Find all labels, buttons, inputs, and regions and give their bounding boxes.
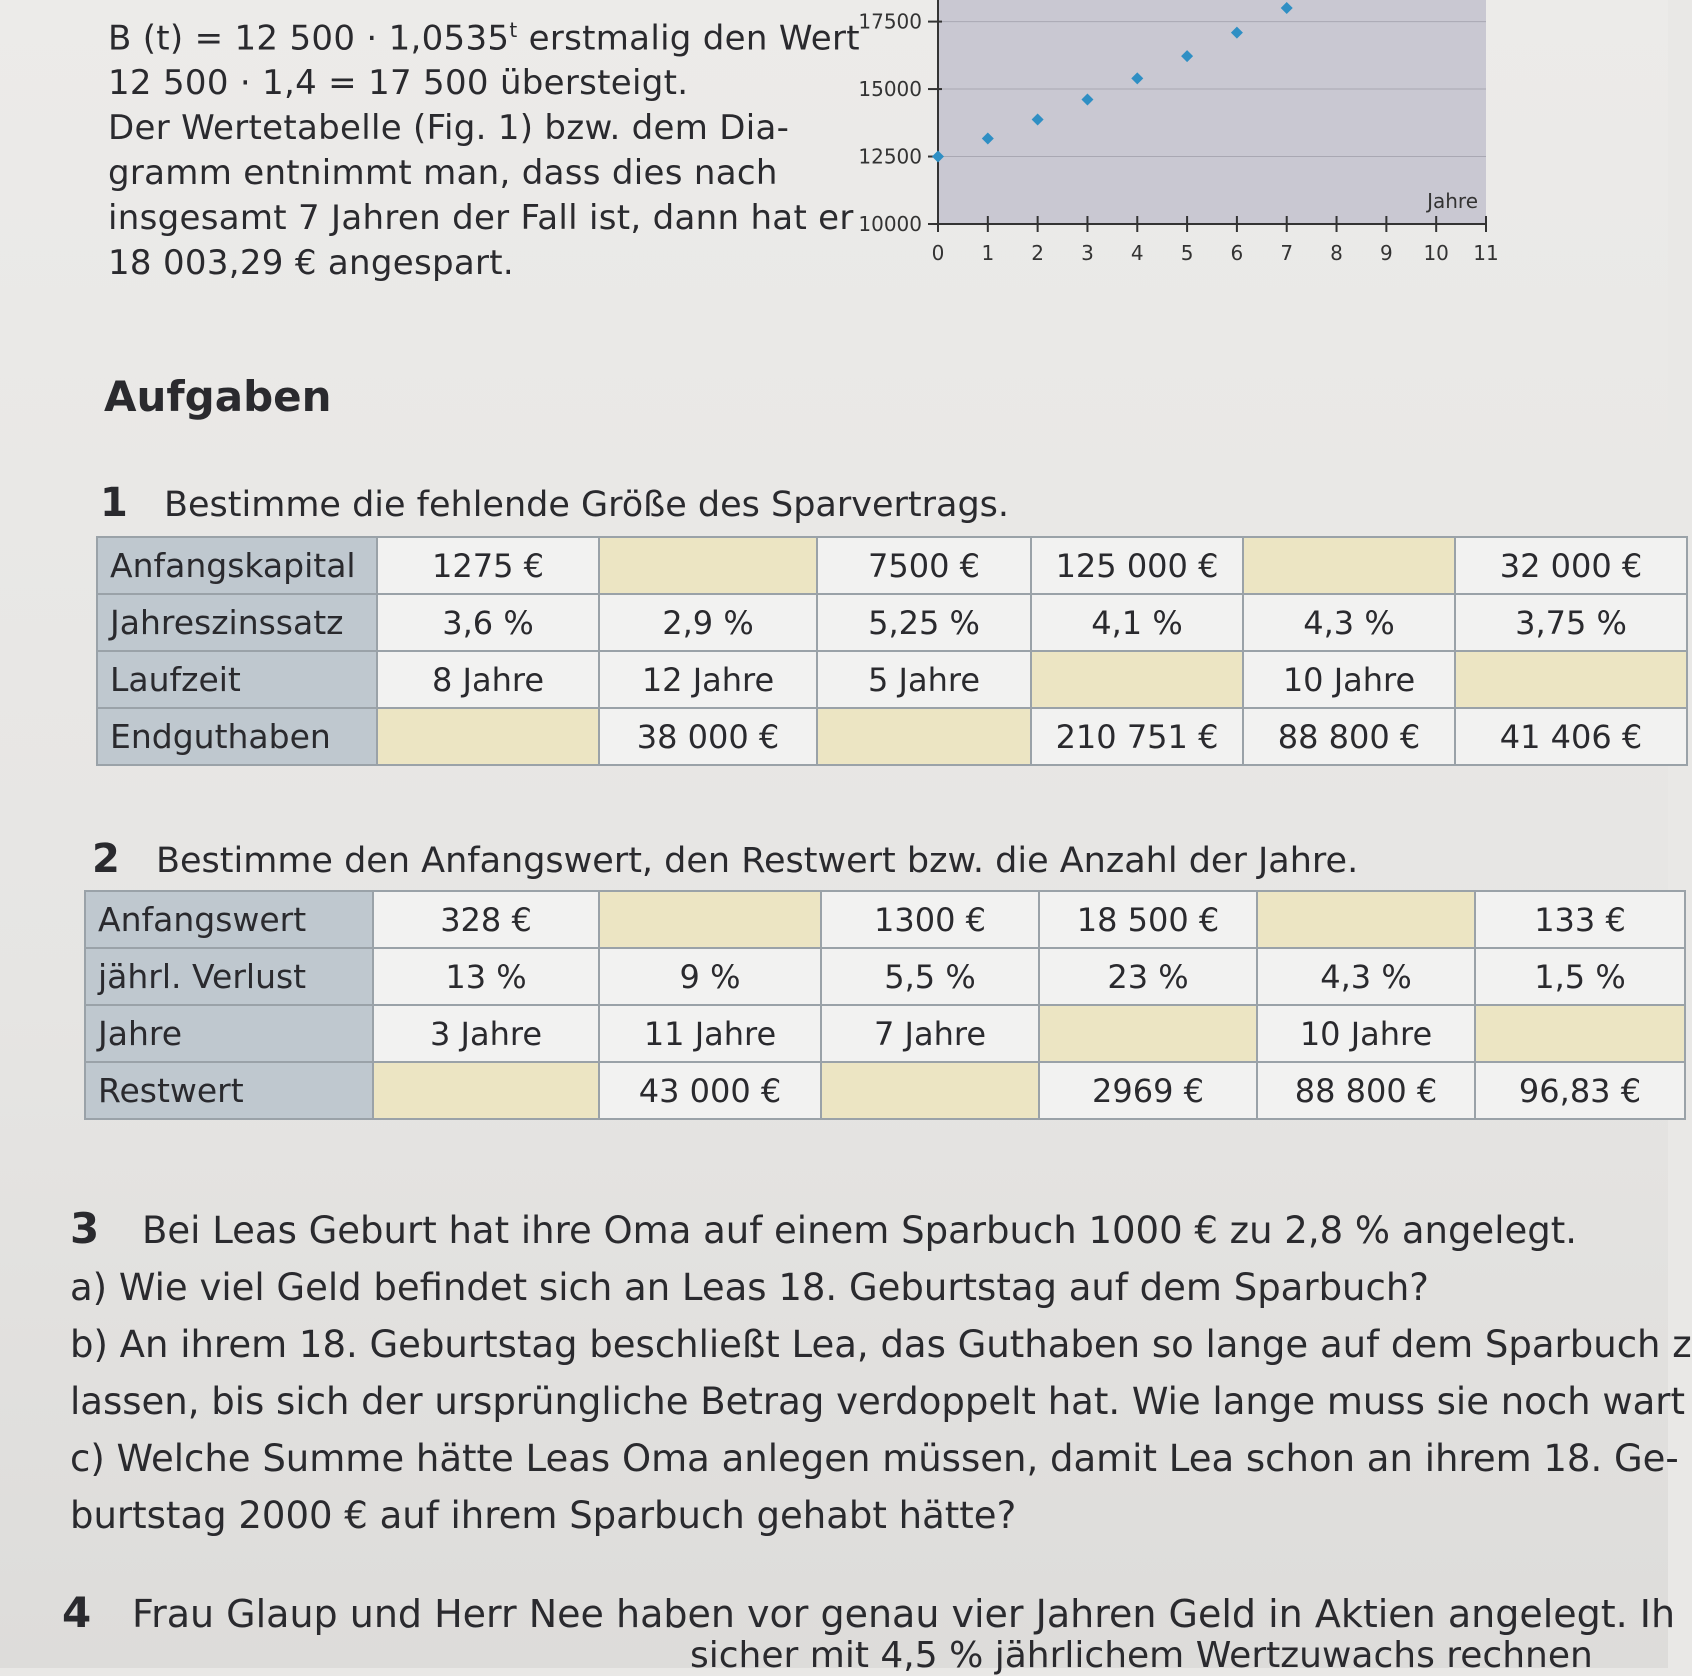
row-header: Endguthaben xyxy=(97,708,377,765)
table-cell: 133 € xyxy=(1475,891,1685,948)
table-cell: 5,25 % xyxy=(817,594,1031,651)
table-cell: 3 Jahre xyxy=(373,1005,599,1062)
x-tick-label: 0 xyxy=(931,241,945,265)
table-row xyxy=(85,1062,1685,1119)
x-tick-label: 3 xyxy=(1081,241,1094,265)
task-2-heading xyxy=(92,836,1358,882)
blank-cell xyxy=(1257,891,1475,948)
table-cell: 210 751 € xyxy=(1031,708,1243,765)
x-tick-label: 5 xyxy=(1180,241,1194,265)
table-cell: 38 000 € xyxy=(599,708,817,765)
formula: B (t) = 12 500 · 1,0535 xyxy=(108,18,510,59)
task-text-cut: sicher mit 4,5 % jährlichem Wertzuwachs rechnen xyxy=(690,1635,1593,1676)
task-3-intro xyxy=(70,1200,1668,1259)
table-row xyxy=(97,594,1687,651)
depreciation-table xyxy=(84,890,1686,1120)
task-text: Bei Leas Geburt hat ihre Oma auf einem Sparbuch 1000 € zu 2,8 % angelegt. xyxy=(142,1209,1577,1252)
intro-line-6: 18 003,29 € angespart. xyxy=(108,243,515,284)
intro-line-1 xyxy=(108,8,868,61)
table-cell: 7500 € xyxy=(817,537,1031,594)
table-cell: 2969 € xyxy=(1039,1062,1257,1119)
table-row xyxy=(85,1005,1685,1062)
task-3-b-line-1: b) An ihrem 18. Geburtstag beschließt Lea, das Guthaben so lange auf dem Sparbuch z xyxy=(70,1323,1692,1366)
table-cell: 13 % xyxy=(373,948,599,1005)
table-cell: 18 500 € xyxy=(1039,891,1257,948)
table-cell: 23 % xyxy=(1039,948,1257,1005)
table-cell: 5,5 % xyxy=(821,948,1039,1005)
table-cell: 1,5 % xyxy=(1475,948,1685,1005)
savings-table xyxy=(96,536,1688,766)
table-cell: 88 800 € xyxy=(1257,1062,1475,1119)
row-header: Laufzeit xyxy=(97,651,377,708)
row-header: jährl. Verlust xyxy=(85,948,373,1005)
table-cell: 125 000 € xyxy=(1031,537,1243,594)
blank-cell xyxy=(599,537,817,594)
task-3-c-line-2: burtstag 2000 € auf ihrem Sparbuch gehabt hätte? xyxy=(70,1494,1017,1537)
table-cell: 11 Jahre xyxy=(599,1005,821,1062)
row-header: Restwert xyxy=(85,1062,373,1119)
task-1-heading xyxy=(100,480,1009,526)
blank-cell xyxy=(377,708,599,765)
table-cell: 3,75 % xyxy=(1455,594,1687,651)
table-cell: 41 406 € xyxy=(1455,708,1687,765)
table-cell: 9 % xyxy=(599,948,821,1005)
table-cell: 8 Jahre xyxy=(377,651,599,708)
table-cell: 1275 € xyxy=(377,537,599,594)
task-number: 3 xyxy=(70,1204,100,1253)
intro-text-fragment: erstmalig den Wert xyxy=(517,18,860,59)
intro-text xyxy=(108,8,868,286)
task-number: 4 xyxy=(62,1588,92,1637)
x-tick-label: 11 xyxy=(1473,241,1499,265)
y-tick-label: 15000 xyxy=(858,77,922,102)
blank-cell xyxy=(1455,651,1687,708)
task-4-cut-line xyxy=(690,1635,1668,1676)
plot-area xyxy=(938,0,1486,224)
task-3 xyxy=(70,1200,1692,1544)
blank-cell xyxy=(1039,1005,1257,1062)
table-cell: 4,3 % xyxy=(1257,948,1475,1005)
table-cell: 10 Jahre xyxy=(1257,1005,1475,1062)
x-tick-label: 1 xyxy=(981,241,995,265)
table-row xyxy=(97,708,1687,765)
blank-cell xyxy=(1031,651,1243,708)
table-cell: 7 Jahre xyxy=(821,1005,1039,1062)
intro-line-2: 12 500 · 1,4 = 17 500 übersteigt. xyxy=(108,63,689,104)
formula-exponent: t xyxy=(509,18,518,42)
x-tick-label: 6 xyxy=(1230,241,1244,265)
chart-svg xyxy=(858,0,1668,290)
row-header: Anfangskapital xyxy=(97,537,377,594)
row-header: Anfangswert xyxy=(85,891,373,948)
table-cell: 3,6 % xyxy=(377,594,599,651)
blank-cell xyxy=(373,1062,599,1119)
task-text: Bestimme die fehlende Größe des Sparvertrags. xyxy=(164,485,1010,525)
task-4 xyxy=(62,1588,1676,1637)
table-cell: 43 000 € xyxy=(599,1062,821,1119)
task-3-c-line-1: c) Welche Summe hätte Leas Oma anlegen müssen, damit Lea schon an ihrem 18. Ge- xyxy=(70,1437,1679,1480)
table-cell: 5 Jahre xyxy=(817,651,1031,708)
y-tick-label: 12500 xyxy=(858,144,922,169)
table-cell: 328 € xyxy=(373,891,599,948)
table-cell: 12 Jahre xyxy=(599,651,817,708)
y-tick-label: 10000 xyxy=(858,212,922,236)
table-cell: 1300 € xyxy=(821,891,1039,948)
task-3-b-line-2: lassen, bis sich der ursprüngliche Betrag verdoppelt hat. Wie lange muss sie noch wart xyxy=(70,1380,1686,1423)
blank-cell xyxy=(1475,1005,1685,1062)
task-number: 1 xyxy=(100,480,128,526)
x-tick-label: 2 xyxy=(1031,241,1045,265)
blank-cell xyxy=(1243,537,1455,594)
growth-chart xyxy=(858,0,1668,290)
table-cell: 88 800 € xyxy=(1243,708,1455,765)
table-row xyxy=(85,891,1685,948)
table-row xyxy=(85,948,1685,1005)
table-cell: 96,83 € xyxy=(1475,1062,1685,1119)
blank-cell xyxy=(599,891,821,948)
row-header: Jahre xyxy=(85,1005,373,1062)
intro-line-4: gramm entnimmt man, dass dies nach xyxy=(108,153,778,194)
task-number: 2 xyxy=(92,836,120,882)
row-header: Jahreszinssatz xyxy=(97,594,377,651)
x-tick-label: 7 xyxy=(1280,241,1294,265)
table-cell: 4,1 % xyxy=(1031,594,1243,651)
table-row xyxy=(97,651,1687,708)
blank-cell xyxy=(817,708,1031,765)
table-cell: 32 000 € xyxy=(1455,537,1687,594)
section-title: Aufgaben xyxy=(104,372,332,421)
intro-line-5: insgesamt 7 Jahren der Fall ist, dann hat er xyxy=(108,198,854,239)
table-cell: 2,9 % xyxy=(599,594,817,651)
intro-line-3: Der Wertetabelle (Fig. 1) bzw. dem Dia- xyxy=(108,108,790,149)
table-cell: 4,3 % xyxy=(1243,594,1455,651)
table-row xyxy=(97,537,1687,594)
x-axis-label: Jahre xyxy=(1427,189,1478,213)
y-tick-label: 17500 xyxy=(858,9,922,34)
x-tick-label: 8 xyxy=(1330,241,1343,265)
x-tick-label: 10 xyxy=(1423,241,1449,265)
table-cell: 10 Jahre xyxy=(1243,651,1455,708)
task-3-a: a) Wie viel Geld befindet sich an Leas 18. Geburtstag auf dem Sparbuch? xyxy=(70,1266,1429,1309)
x-tick-label: 4 xyxy=(1130,241,1144,265)
blank-cell xyxy=(821,1062,1039,1119)
x-tick-label: 9 xyxy=(1379,241,1393,265)
task-text: Frau Glaup und Herr Nee haben vor genau vier Jahren Geld in Aktien angelegt. Ih xyxy=(132,1592,1676,1636)
task-text: Bestimme den Anfangswert, den Restwert bzw. die Anzahl der Jahre. xyxy=(156,841,1359,881)
